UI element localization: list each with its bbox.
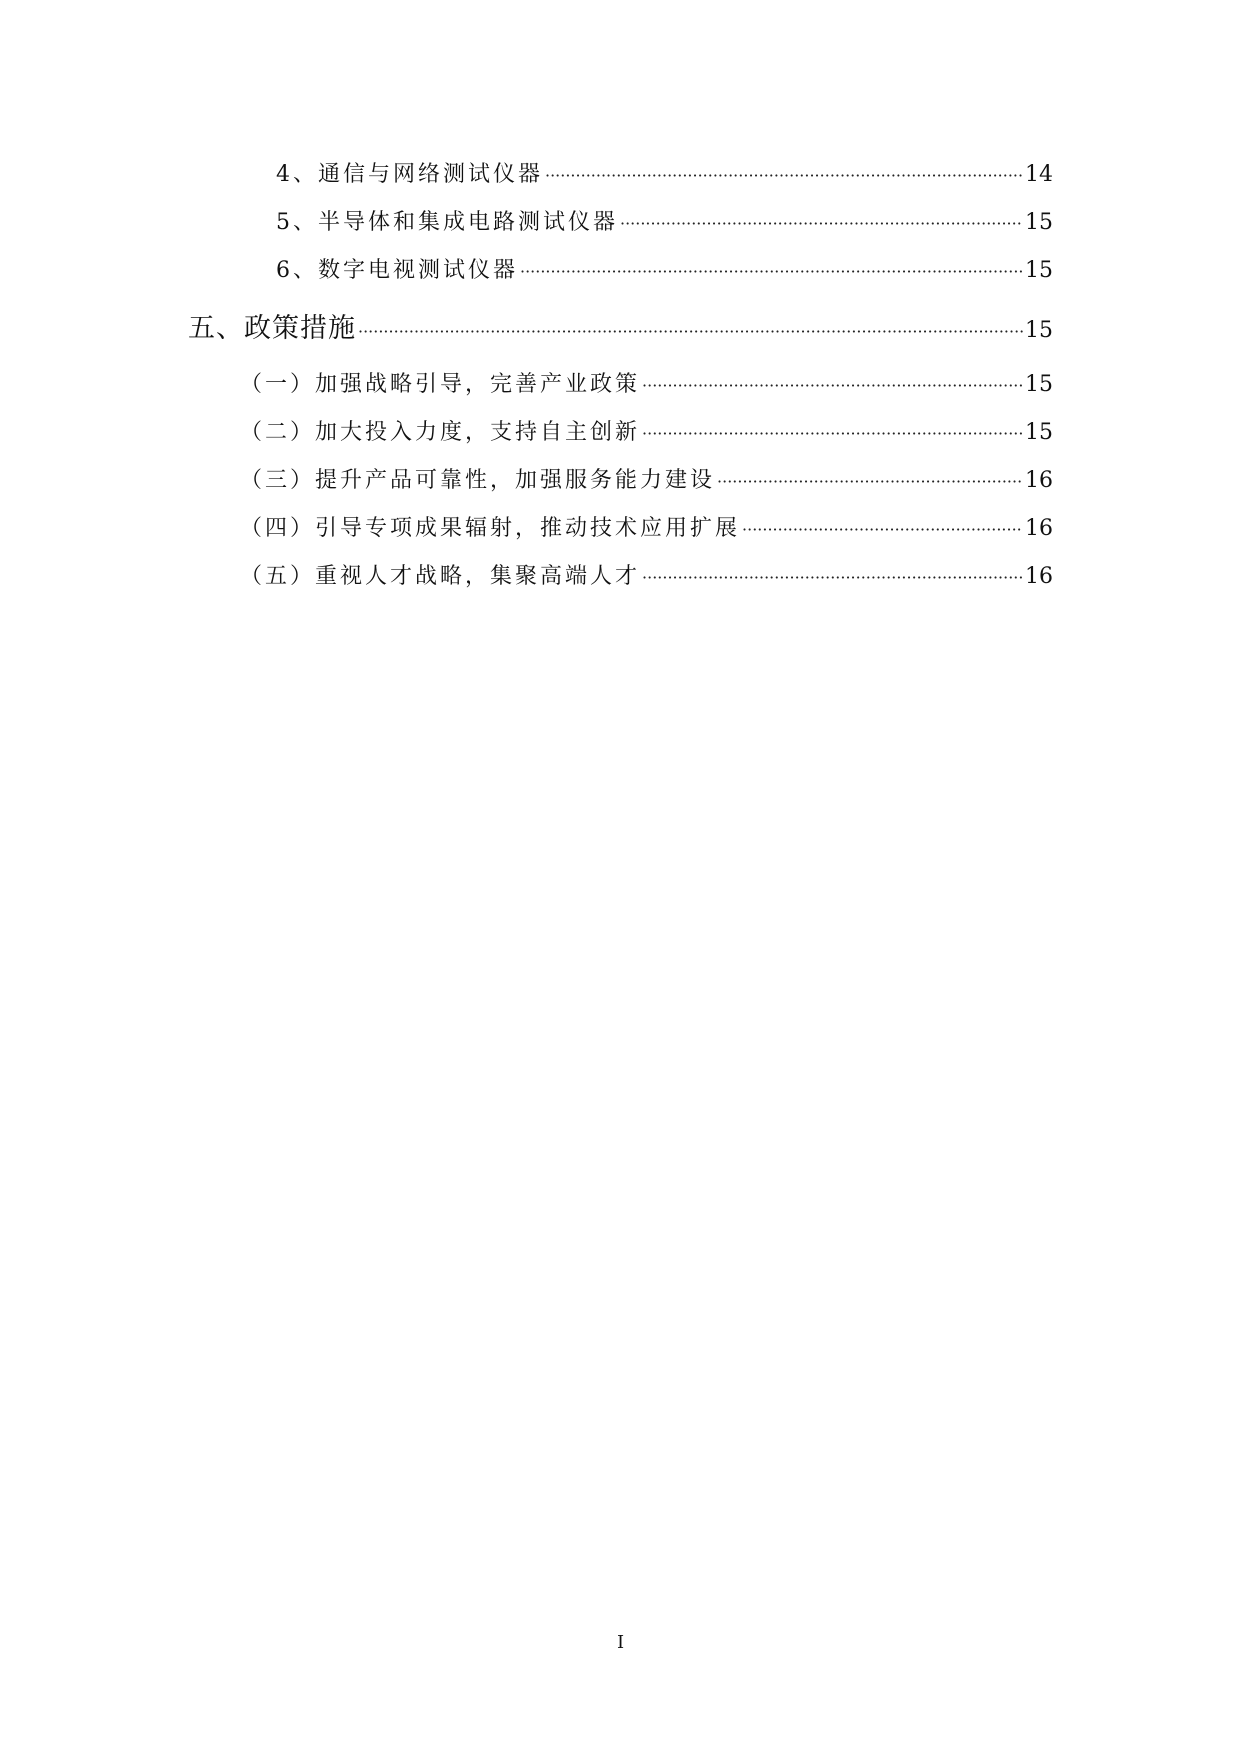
- toc-page-number: 14: [1025, 162, 1053, 187]
- toc-dot-leader: [642, 378, 1023, 394]
- toc-entry-strategic-guidance[interactable]: [240, 374, 1053, 396]
- toc-entry-title: （三）提升产品可靠性，加强服务能力建设: [240, 468, 716, 493]
- toc-dot-leader: [358, 324, 1023, 340]
- toc-page-number: 15: [1025, 318, 1053, 343]
- toc-entry-title: （二）加大投入力度，支持自主创新: [240, 420, 641, 445]
- toc-entry-digital-tv-test-instruments[interactable]: [276, 260, 1053, 282]
- toc-entry-title: （五）重视人才战略，集聚高端人才: [240, 564, 641, 589]
- toc-page-number: 15: [1025, 258, 1053, 283]
- toc-dot-leader: [642, 426, 1023, 442]
- toc-page-number: 16: [1025, 468, 1053, 493]
- toc-dot-leader: [642, 570, 1023, 586]
- page-number: I: [616, 1632, 625, 1653]
- toc-entry-title: 6、数字电视测试仪器: [276, 258, 518, 283]
- toc-entry-title: （四）引导专项成果辐射，推动技术应用扩展: [240, 516, 741, 541]
- toc-entry-title: （一）加强战略引导，完善产业政策: [240, 372, 641, 397]
- toc-entry-title: 五、政策措施: [188, 313, 356, 344]
- toc-dot-leader: [620, 216, 1023, 232]
- toc-page-number: 15: [1025, 372, 1053, 397]
- toc-entry-policy-measures[interactable]: [188, 315, 1053, 342]
- toc-dot-leader: [545, 168, 1023, 184]
- toc-entry-title: 5、半导体和集成电路测试仪器: [276, 210, 618, 235]
- toc-entry-communication-network-test-instruments[interactable]: [276, 164, 1053, 186]
- toc-entry-product-reliability[interactable]: [240, 470, 1053, 492]
- toc-page-number: 16: [1025, 564, 1053, 589]
- toc-entry-title: 4、通信与网络测试仪器: [276, 162, 543, 187]
- toc-page-number: 15: [1025, 210, 1053, 235]
- toc-page-number: 15: [1025, 420, 1053, 445]
- toc-entry-investment-innovation[interactable]: [240, 422, 1053, 444]
- toc-dot-leader: [520, 264, 1023, 280]
- toc-dot-leader: [742, 522, 1023, 538]
- toc-entry-talent-strategy[interactable]: [240, 566, 1053, 588]
- toc-dot-leader: [717, 474, 1023, 490]
- toc-page-number: 16: [1025, 516, 1053, 541]
- toc-entry-semiconductor-ic-test-instruments[interactable]: [276, 212, 1053, 234]
- toc-entry-special-project-results[interactable]: [240, 518, 1053, 540]
